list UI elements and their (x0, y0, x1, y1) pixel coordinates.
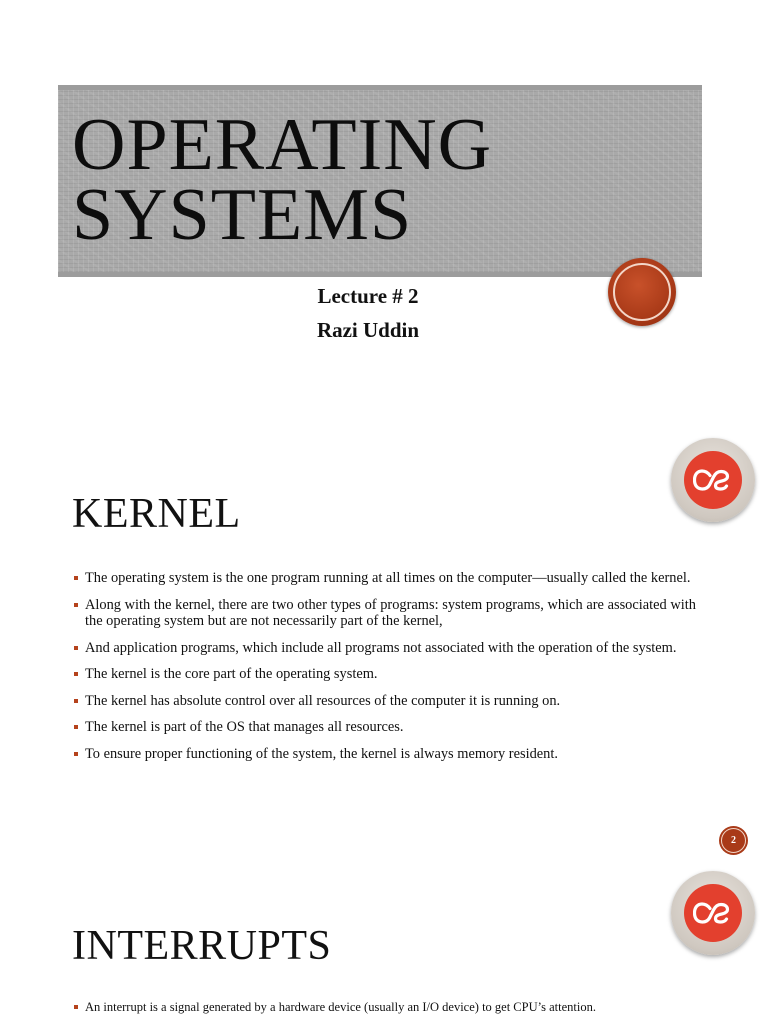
kernel-heading: KERNEL (72, 491, 241, 537)
list-item: The kernel has absolute control over all resources of the computer it is running on. (74, 693, 696, 710)
bullet-icon (74, 725, 78, 729)
bullet-icon (74, 603, 78, 607)
lecture-number: Lecture # 2 (317, 284, 419, 308)
bullet-icon (74, 1005, 78, 1009)
bullet-icon (74, 752, 78, 756)
list-item: The kernel is part of the OS that manages all resources. (74, 719, 696, 736)
kernel-bullet-list (74, 570, 696, 772)
bullet-icon (74, 699, 78, 703)
list-item: The kernel is the core part of the operating system. (74, 666, 696, 683)
lastfm-badge[interactable] (671, 871, 755, 955)
title-line-1: OPERATING (72, 104, 493, 186)
list-item: An interrupt is a signal generated by a hardware device (usually an I/O device) to get CPU’s attention. (74, 999, 696, 1016)
list-item: And application programs, which include all programs not associated with the operation of the system. (74, 640, 696, 657)
bullet-icon (74, 646, 78, 650)
list-item: To ensure proper functioning of the system, the kernel is always memory resident. (74, 746, 696, 763)
title-line-2: SYSTEMS (72, 174, 413, 256)
interrupts-bullet-list (74, 999, 696, 1026)
bullet-icon (74, 672, 78, 676)
interrupts-heading: INTERRUPTS (72, 923, 332, 969)
bullet-icon (74, 576, 78, 580)
list-item: The operating system is the one program running at all times on the computer—usually called the kernel. (74, 570, 696, 587)
author-name: Razi Uddin (316, 318, 420, 342)
page-number: 2 (719, 826, 748, 855)
lastfm-logo-icon (684, 884, 742, 942)
list-item: Along with the kernel, there are two other types of programs: system programs, which are associated with the operating system but are not necessarily part of the kernel, (74, 597, 696, 630)
